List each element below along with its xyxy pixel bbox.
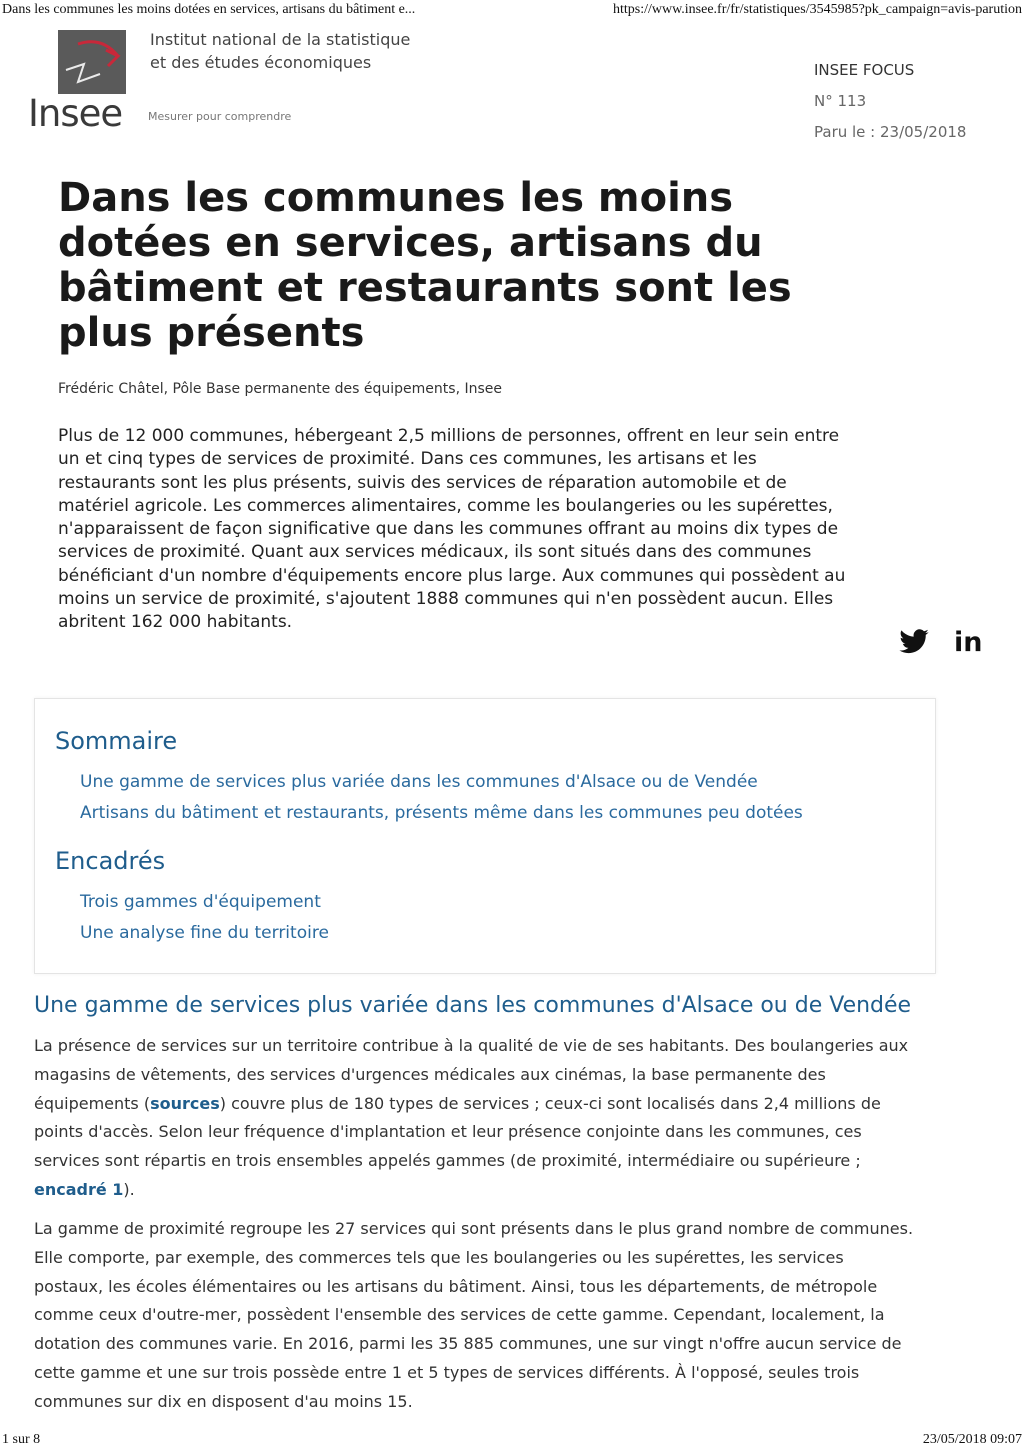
page-title: Dans les communes les moins dotées en services, artisans du bâtiment et restaurants sont les plus présents: [58, 175, 792, 356]
page-counter: 1 sur 8: [2, 1432, 41, 1447]
section-title: Une gamme de services plus variée dans les communes d'Alsace ou de Vendée: [34, 993, 912, 1018]
institute-motto: Mesurer pour comprendre: [148, 110, 292, 123]
print-header: [2, 2, 1022, 22]
publication-series: INSEE FOCUS: [814, 61, 915, 79]
publication-number: N° 113: [814, 92, 867, 110]
paragraph-text: La présence de services sur un territoire contribue à la qualité de vie de ses habitants. Des boulangeries aux magasins de vêtements, des services d'urgences médicales aux cinémas, la base permanente des équipements (: [34, 1036, 909, 1113]
print-timestamp: 23/05/2018 09:07: [922, 1432, 1022, 1447]
toc-link[interactable]: Artisans du bâtiment et restaurants, présents même dans les communes peu dotées: [80, 803, 803, 823]
print-footer: [2, 1430, 1022, 1448]
toc-link[interactable]: Trois gammes d'équipement: [80, 892, 321, 912]
institute-name-line1: Institut national de la statistique: [150, 30, 411, 49]
publication-info: [814, 55, 966, 148]
toc-link[interactable]: Une analyse fine du territoire: [80, 923, 329, 943]
toc-link[interactable]: Une gamme de services plus variée dans les communes d'Alsace ou de Vendée: [80, 772, 758, 792]
print-header-title: Dans les communes les moins dotées en services, artisans du bâtiment e...: [2, 2, 416, 17]
encadre-1-link[interactable]: encadré 1: [34, 1179, 124, 1199]
toc-encadres-heading: Encadrés: [55, 847, 166, 875]
institute-name-line2: et des études économiques: [150, 53, 372, 72]
table-of-contents: [34, 698, 936, 974]
author-line: Frédéric Châtel, Pôle Base permanente des équipements, Insee: [58, 381, 502, 397]
section-paragraph-2: La gamme de proximité regroupe les 27 services qui sont présents dans le plus grand nombre de communes. Elle comporte, par exemple, des commerces tels que les boulangeries ou les supérettes, les services postaux, les écoles élémentaires ou les artisans du bâtiment. Ainsi, tous les départements, de métropole comme ceux d'outre-mer, possèdent l'ensemble des services de cette gamme. Cependant, localement, la dotation des communes varie. En 2016, parmi les 35 885 communes, une sur vingt n'offre aucun service de cette gamme et une sur trois possède entre 1 et 5 types de services différents. À l'opposé, seules trois communes sur dix en disposent d'au moins 15.: [34, 1219, 914, 1411]
sources-link[interactable]: sources: [150, 1093, 220, 1113]
publication-date: Paru le : 23/05/2018: [814, 123, 967, 141]
paragraph-text: ).: [123, 1179, 135, 1199]
institute-name: [150, 28, 410, 74]
insee-wordmark[interactable]: Insee: [28, 92, 123, 135]
insee-logo-icon[interactable]: [58, 30, 126, 94]
twitter-icon[interactable]: [898, 626, 930, 658]
linkedin-icon[interactable]: in: [954, 627, 983, 658]
abstract: Plus de 12 000 communes, hébergeant 2,5 millions de personnes, offrent en leur sein entre un et cinq types de services de proximité. Dans ces communes, les artisans et les restaurants sont les plus présents, suivis des services de réparation automobile et de matériel agricole. Les commerces alimentaires, comme les boulangeries ou les supérettes, n'apparaissent de façon significative que dans les communes offrant au moins dix types de services de proximité. Quant aux services médicaux, ils sont situés dans des communes bénéficiant d'un nombre d'équipements encore plus large. Aux communes qui possèdent au moins un service de proximité, s'ajoutent 1888 communes qui n'en possèdent aucun. Elles abritent 162 000 habitants.: [58, 426, 846, 633]
toc-sommaire-heading: Sommaire: [55, 727, 178, 755]
paragraph-text: ) couvre plus de 180 types de services ; ceux-ci sont localisés dans 2,4 millions de points d'accès. Selon leur fréquence d'implantation et leur présence conjointe dans les communes, ces services sont répartis en trois ensembles appelés gammes (de proximité, intermédiaire ou supérieure ;: [34, 1093, 881, 1171]
print-header-url[interactable]: https://www.insee.fr/fr/statistiques/3545985?pk_campaign=avis-parution: [612, 2, 1022, 17]
section-paragraph-1: [34, 1032, 914, 1205]
